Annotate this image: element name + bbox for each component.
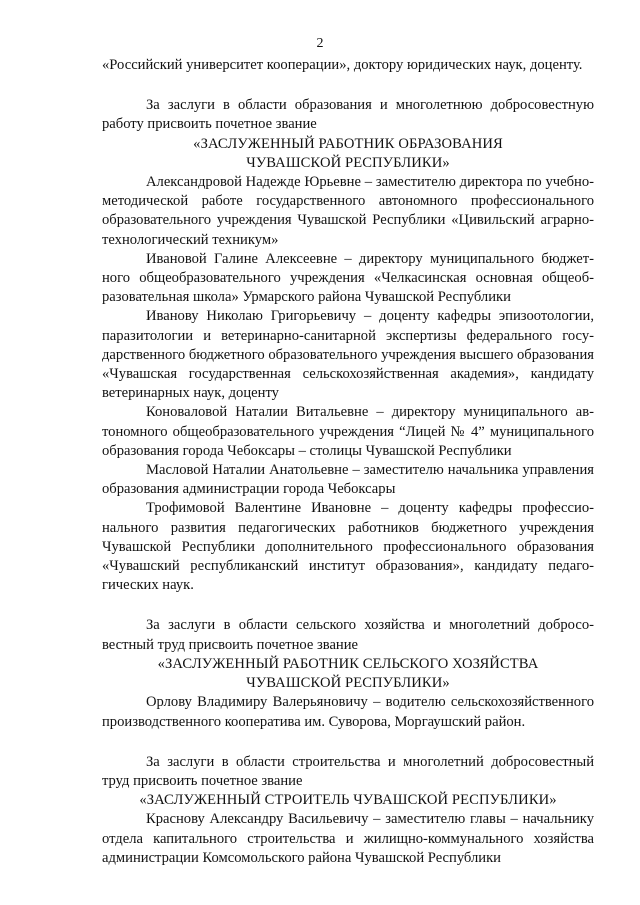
paragraph: Александровой Надежде Юрьевне – заместителю директора по учебно-методической работе государственного автономного профессионального образовательного учреждения Чувашской Республики «Цивильский аграрно-технологический техникум»: [102, 174, 594, 248]
page-number: 2: [316, 36, 324, 51]
paragraph: Ивановой Галине Алексеевне – директору муниципального бюджетного общеобразовательного учреждения «Челкасинская основная общеобразовательная школа» Урмарского района Чувашской Республики: [102, 250, 594, 306]
paragraph: Трофимовой Валентине Ивановне – доценту кафедры профессионального развития педагогических работников бюджетного учреждения Чувашской Республики дополнительного профессионального образования «Чувашский республиканский институт образования», кандидату педагогических наук.: [102, 500, 594, 594]
document-body: [102, 56, 594, 868]
paragraph: За заслуги в области образования и многолетнюю добросовестную работу присвоить почетное звание: [102, 97, 594, 133]
award-title: «ЗАСЛУЖЕННЫЙ РАБОТНИК СЕЛЬСКОГО ХОЗЯЙСТВА ЧУВАШСКОЙ РЕСПУБЛИКИ»: [157, 655, 539, 692]
paragraph: Краснову Александру Васильевичу – заместителю главы – начальнику отдела капитального строительства и жилищно-коммунального хозяйства администрации Комсомольского района Чувашской Республики: [102, 811, 594, 866]
paragraph: За заслуги в области сельского хозяйства и многолетний добросовестный труд присвоить почетное звание: [102, 617, 594, 653]
award-title: «ЗАСЛУЖЕННЫЙ РАБОТНИК ОБРАЗОВАНИЯ ЧУВАШСКОЙ РЕСПУБЛИКИ»: [193, 135, 503, 171]
paragraph: Иванову Николаю Григорьевичу – доценту кафедры эпизоотологии, паразитологии и ветеринарно-санитарной экспертизы федерального государственного бюджетного образовательного учреждения высшего образования «Чувашская государственная сельскохозяйственная академия», кандидату ветеринарных наук, доценту: [102, 308, 594, 402]
paragraph: Масловой Наталии Анатольевне – заместителю начальника управления образования администрации города Чебоксары: [102, 462, 594, 498]
paragraph: Коноваловой Наталии Витальевне – директору муниципального автономного общеобразовательного учреждения “Лицей № 4” муниципального образования города Чебоксары – столицы Чувашской Республики: [102, 404, 594, 459]
paragraph: За заслуги в области строительства и многолетний добросовестный труд присвоить почетное звание: [102, 753, 594, 789]
paragraph: Орлову Владимиру Валерьяновичу – водителю сельскохозяйственного производственного кооператива им. Суворова, Моргаушский район.: [102, 694, 594, 730]
award-title: «ЗАСЛУЖЕННЫЙ СТРОИТЕЛЬ ЧУВАШСКОЙ РЕСПУБЛИКИ»: [139, 792, 557, 809]
paragraph: «Российский университет кооперации», доктору юридических наук, доценту.: [102, 57, 583, 73]
